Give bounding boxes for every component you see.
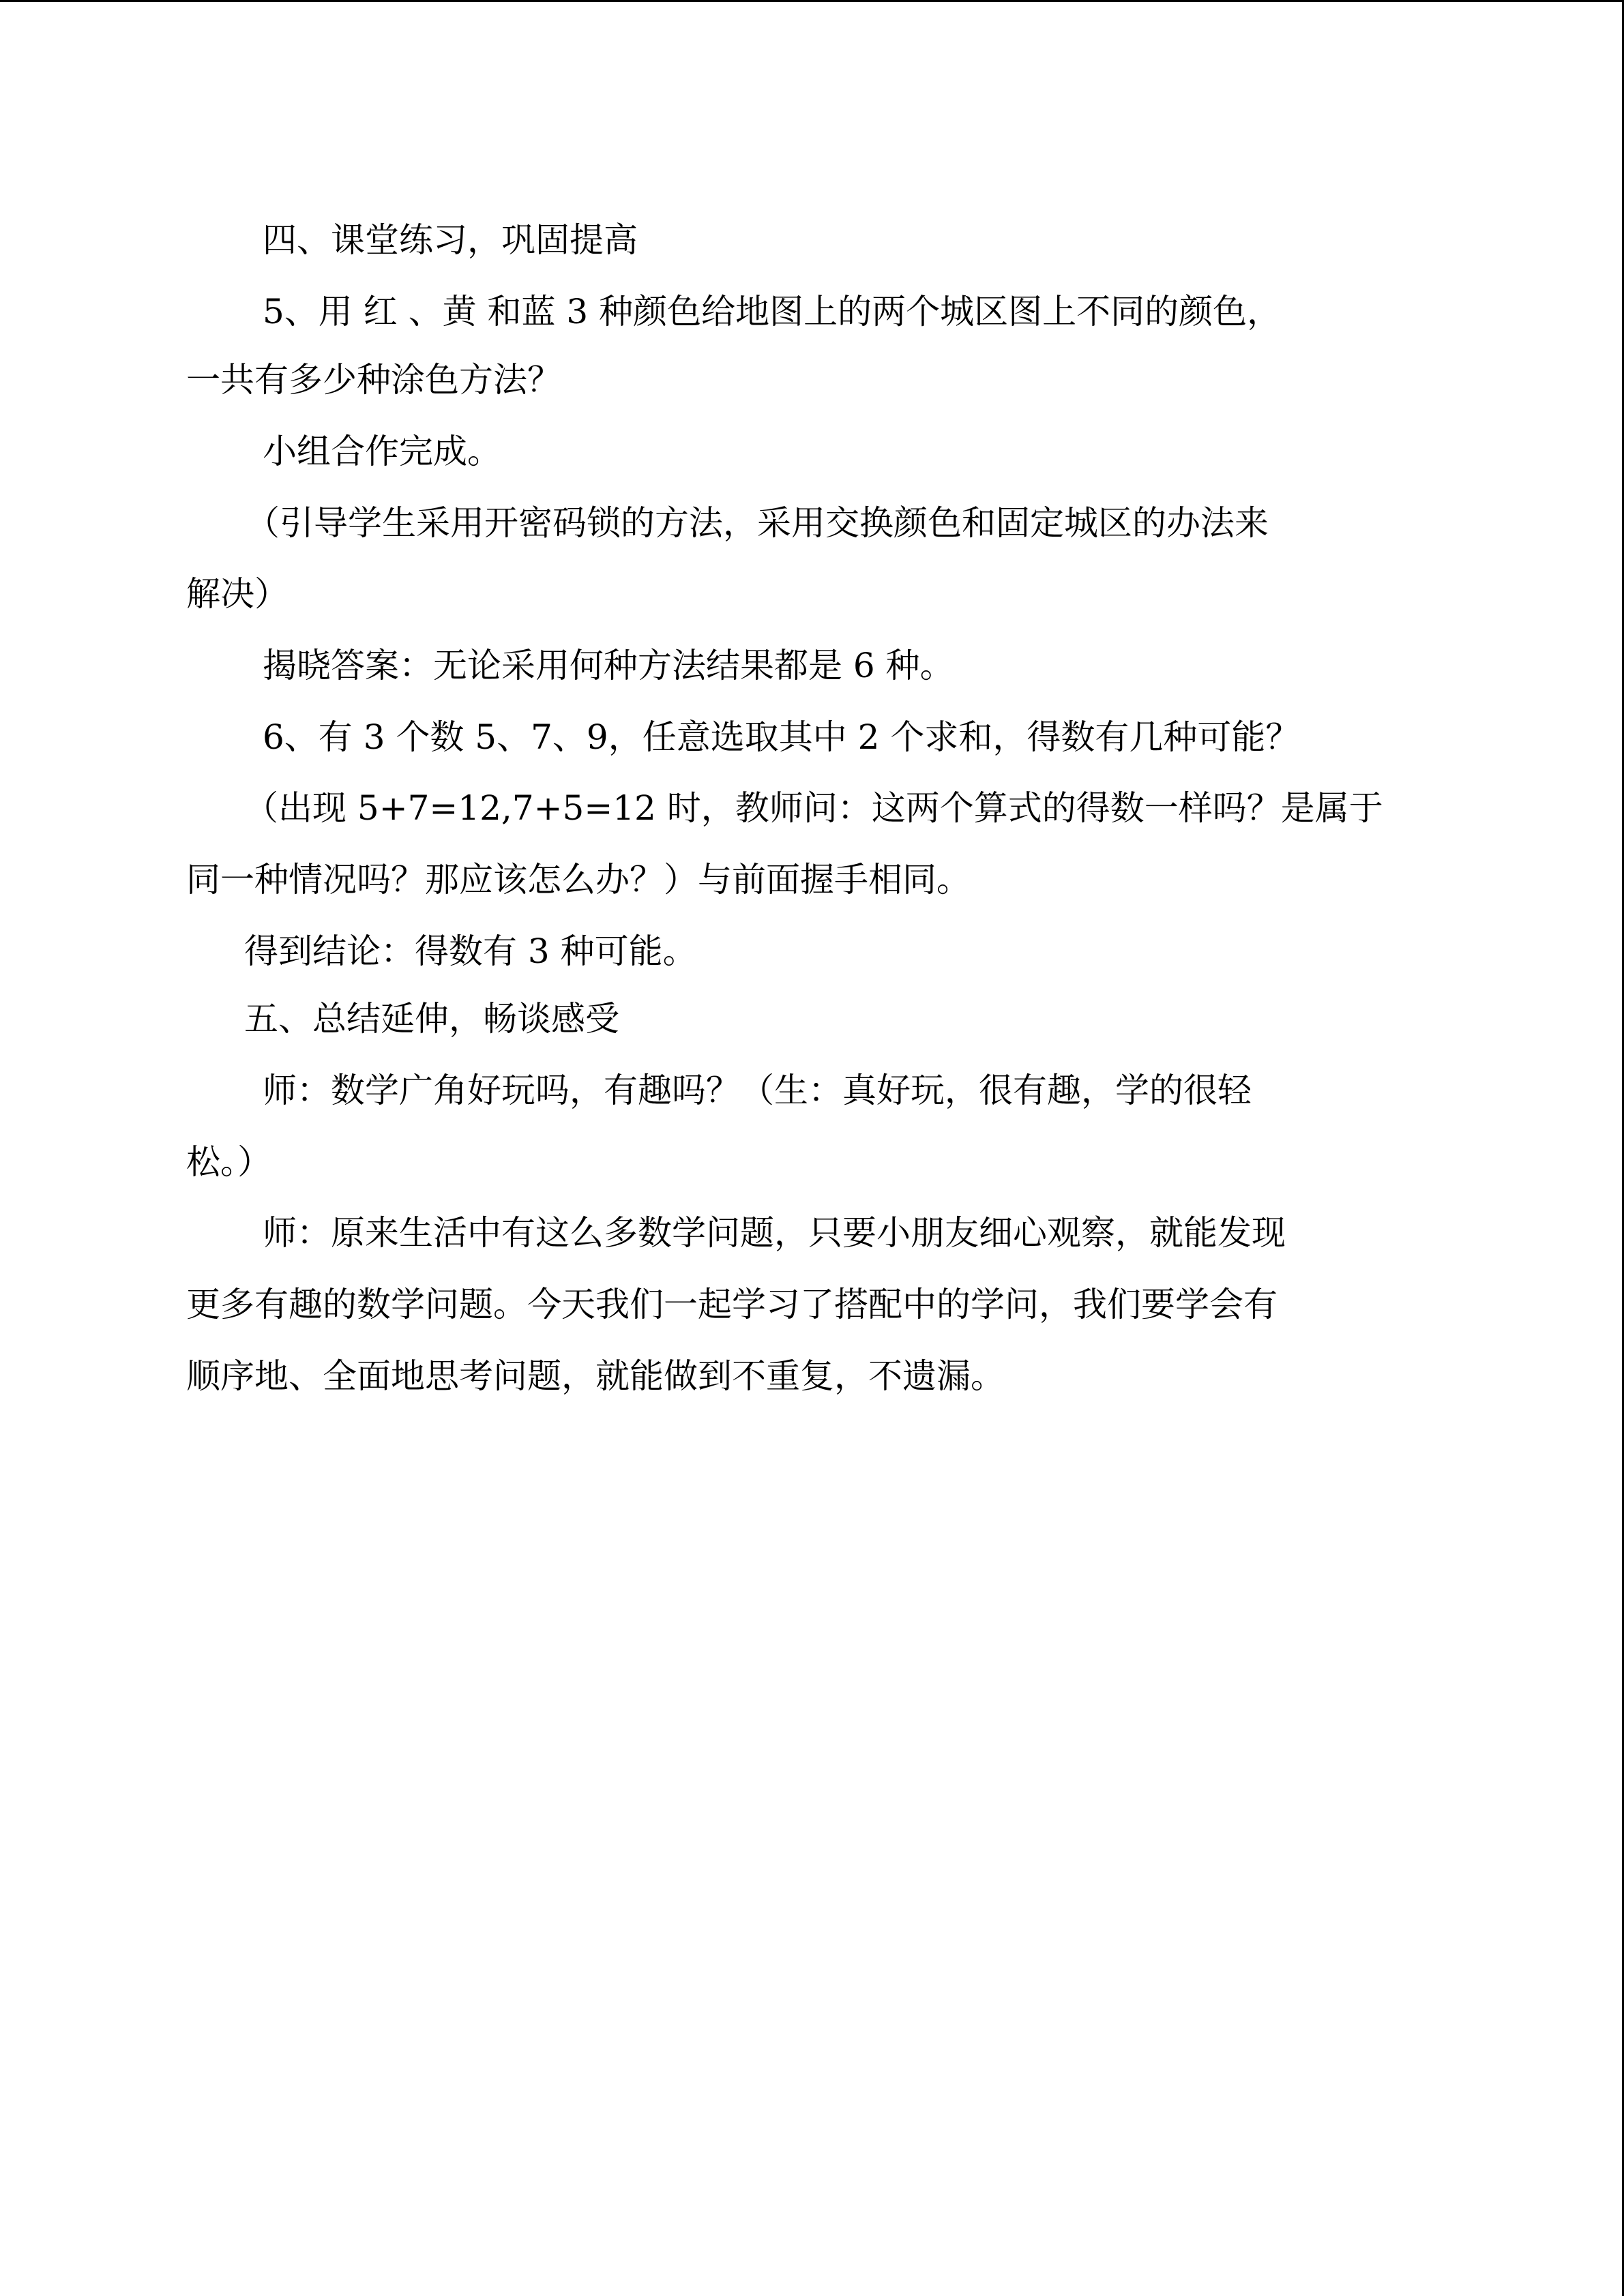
guidance-line-1: （引导学生采用开密码锁的方法，采用交换颜色和固定城区的办法来 — [246, 503, 1269, 543]
teacher-question-line-1: 师：数学广角好玩吗，有趣吗？（生：真好玩，很有趣，学的很轻 — [263, 1071, 1252, 1110]
exercise-5-line-1: 5、用 红 、黄 和蓝 3 种颜色给地图上的两个城区图上不同的颜色， — [263, 292, 1282, 331]
answer-paragraph: 揭晓答案：无论采用何种方法结果都是 6 种。 — [263, 646, 954, 685]
exercise-6-line-1: 6、有 3 个数 5、7、9，任意选取其中 2 个求和，得数有几种可能？ — [263, 717, 1300, 757]
summary-line-1: 师：原来生活中有这么多数学问题，只要小朋友细心观察，就能发现 — [263, 1213, 1286, 1253]
exercise-6-line-3: 同一种情况吗？那应该怎么办？）与前面握手相同。 — [186, 860, 971, 899]
group-work-paragraph: 小组合作完成。 — [263, 432, 501, 471]
conclusion-paragraph: 得到结论：得数有 3 种可能。 — [244, 931, 697, 971]
exercise-5-line-2: 一共有多少种涂色方法？ — [186, 360, 561, 400]
section-heading-4: 四、课堂练习，巩固提高 — [263, 220, 638, 260]
summary-line-3: 顺序地、全面地思考问题，就能做到不重复，不遗漏。 — [186, 1356, 1005, 1396]
section-heading-5: 五、总结延伸，畅谈感受 — [244, 999, 619, 1039]
summary-line-2: 更多有趣的数学问题。今天我们一起学习了搭配中的学问，我们要学会有 — [186, 1285, 1278, 1324]
exercise-6-line-2: （出现 5+7=12,7+5=12 时，教师问：这两个算式的得数一样吗？是属于 — [244, 788, 1383, 828]
teacher-question-line-2: 松。） — [186, 1142, 271, 1182]
guidance-line-2: 解决） — [186, 574, 289, 614]
